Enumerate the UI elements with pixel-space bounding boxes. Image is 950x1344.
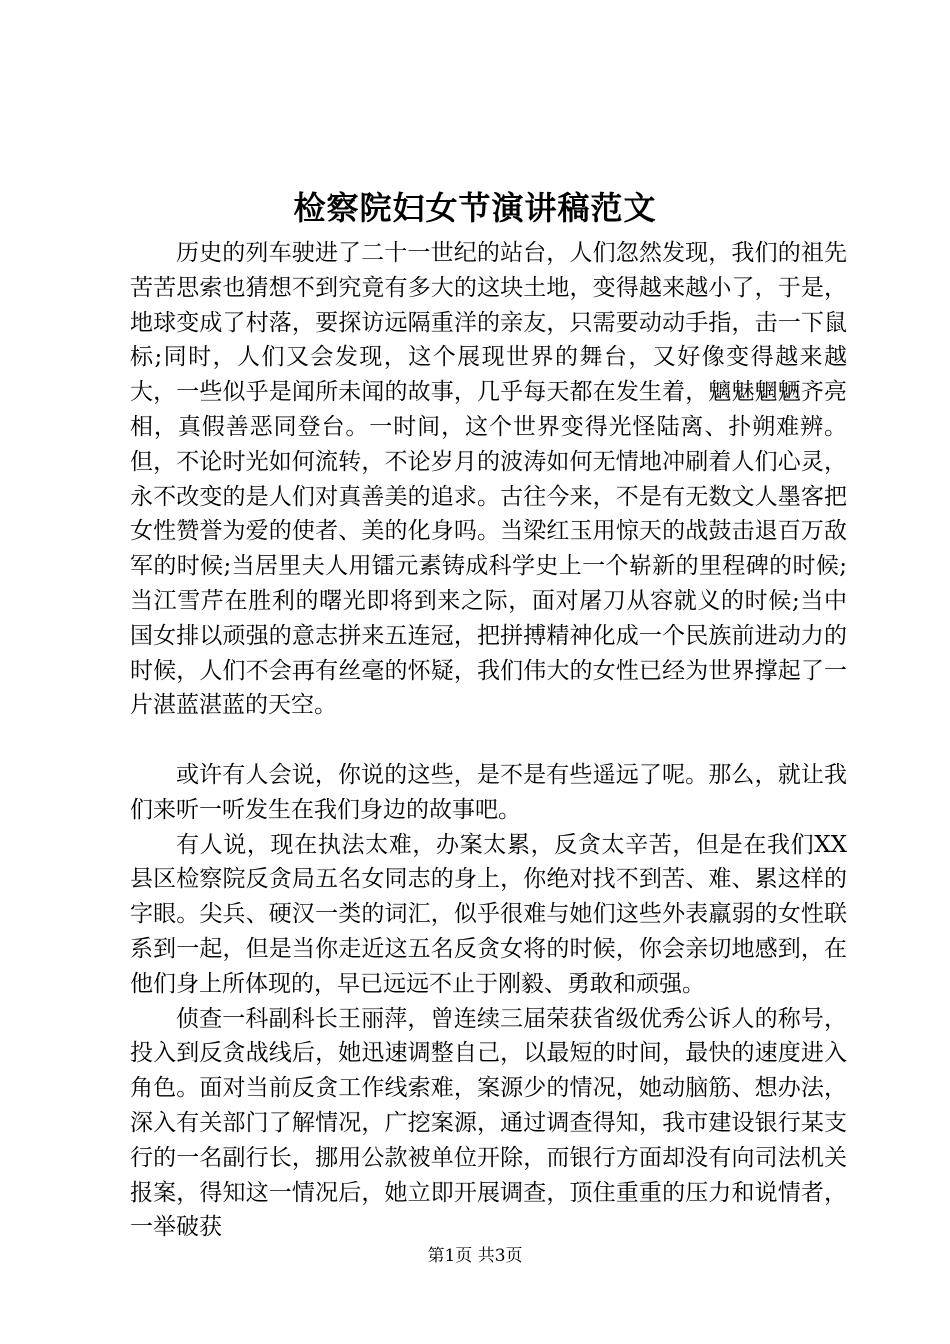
paragraph-4: 侦查一科副科长王丽萍，曾连续三届荣获省级优秀公诉人的称号，投入到反贪战线后，她迅速调整自己，以最短的时间，最快的速度进入角色。面对当前反贪工作线索难，案源少的情况，她动脑筋、想办法，深入有关部门了解情况，广挖案源，通过调查得知，我市建设银行某支行的一名副行长，挪用公款被单位开除，而银行方面却没有向司法机关报案，得知这一情况后，她立即开展调查，顶住重重的压力和说情者，一举破获: [130, 1005, 847, 1241]
document-body: [130, 236, 847, 1245]
document-title: 检察院妇女节演讲稿范文: [293, 189, 657, 227]
paragraph-2: 或许有人会说，你说的这些，是不是有些遥远了呢。那么，就让我们来听一听发生在我们身边的故事吧。: [130, 761, 847, 823]
paragraph-3: 有人说，现在执法太难，办案太累，反贪太辛苦，但是在我们XX县区检察院反贪局五名女同志的身上，你绝对找不到苦、难、累这样的字眼。尖兵、硬汉一类的词汇，似乎很难与她们这些外表羸弱的女性联系到一起，但是当你走近这五名反贪女将的时候，你会亲切地感到，在他们身上所体现的，早已远远不止于刚毅、勇敢和顽强。: [130, 831, 847, 997]
paragraph-1: 历史的列车驶进了二十一世纪的站台，人们忽然发现，我们的祖先苦苦思索也猜想不到究竟有多大的这块土地，变得越来越小了，于是，地球变成了村落，要探访远隔重洋的亲友，只需要动动手指，击一下鼠标;同时，人们又会发现，这个展现世界的舞台，又好像变得越来越大，一些似乎是闻所未闻的故事，几乎每天都在发生着，魑魅魍魉齐亮相，真假善恶同登台。一时间，这个世界变得光怪陆离、扑朔难辨。但，不论时光如何流转，不论岁月的波涛如何无情地冲刷着人们心灵，永不改变的是人们对真善美的追求。古往今来，不是有无数文人墨客把女性赞誉为爱的使者、美的化身吗。当梁红玉用惊天的战鼓击退百万敌军的时候;当居里夫人用镭元素铸成科学史上一个崭新的里程碑的时候;当江雪芹在胜利的曙光即将到来之际，面对屠刀从容就义的时候;当中国女排以顽强的意志拼来五连冠，把拼搏精神化成一个民族前进动力的时候，人们不会再有丝毫的怀疑，我们伟大的女性已经为世界撑起了一片湛蓝湛蓝的天空。: [130, 240, 847, 719]
page-footer: 第1页 共3页: [427, 1246, 523, 1266]
paragraph-spacer: [130, 723, 847, 758]
